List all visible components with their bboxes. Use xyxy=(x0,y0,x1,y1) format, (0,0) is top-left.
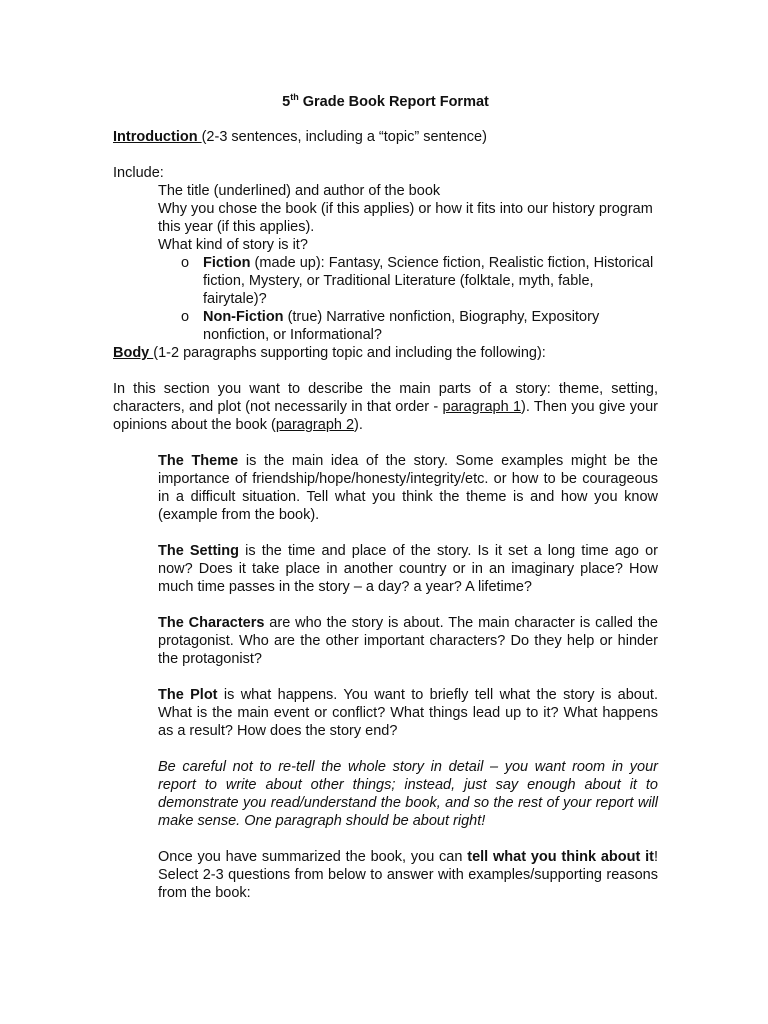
include-line: Why you chose the book (if this applies) or how it fits into our history program this year (if this applies). xyxy=(158,201,653,235)
introduction-heading: Introduction (2-3 sentences, including a “topic” sentence) xyxy=(113,129,487,145)
bullet-marker: o xyxy=(181,309,190,325)
include-label: Include: xyxy=(113,165,164,181)
body-heading: Body (1-2 paragraphs supporting topic and including the following): xyxy=(113,345,546,361)
setting-paragraph: The Setting is the time and place of the story. Is it set a long time ago or now? Does it take place in another country or in an imaginary place? How much time passes in the story – a day? a year? A lifetime? xyxy=(158,543,658,595)
plot-paragraph: The Plot is what happens. You want to briefly tell what the story is about. What is the main event or conflict? What things lead up to it? What happens as a result? How does the story end? xyxy=(158,687,658,739)
body-intro-paragraph: In this section you want to describe the main parts of a story: theme, setting, characters, and plot (not necessarily in that order - paragraph 1). Then you give your opinions about the book (paragraph 2). xyxy=(113,381,658,433)
characters-paragraph: The Characters are who the story is about. The main character is called the protagonist. Who are the other important characters? Do they help or hinder the protagonist? xyxy=(158,615,658,667)
careful-note: Be careful not to re-tell the whole story in detail – you want room in your report to write about other things; instead, just say enough about it to demonstrate you read/understand the book, and so the rest of your report will make sense. One paragraph should be about right! xyxy=(158,759,658,829)
bullet-marker: o xyxy=(181,255,190,271)
theme-paragraph: The Theme is the main idea of the story. Some examples might be the importance of friendship/hope/honesty/integrity/etc. or how to be courageous in a difficult situation. Tell what you think the theme is and how you know (example from the book). xyxy=(158,453,658,523)
list-item: o Non-Fiction (true) Narrative nonfiction, Biography, Expository nonfiction, or Informational? xyxy=(181,309,600,343)
include-line: What kind of story is it? xyxy=(158,237,308,253)
document-page xyxy=(113,93,658,902)
opinion-paragraph: Once you have summarized the book, you can tell what you think about it! Select 2-3 questions from below to answer with examples/supporting reasons from the book: xyxy=(158,849,659,901)
story-kind-list xyxy=(113,254,658,344)
document-title: 5th Grade Book Report Format xyxy=(282,92,489,110)
include-line: The title (underlined) and author of the book xyxy=(158,183,441,199)
list-item: o Fiction (made up): Fantasy, Science fiction, Realistic fiction, Historical fiction, Mystery, or Traditional Literature (folktale, myth, fable, fairytale)? xyxy=(181,255,654,307)
